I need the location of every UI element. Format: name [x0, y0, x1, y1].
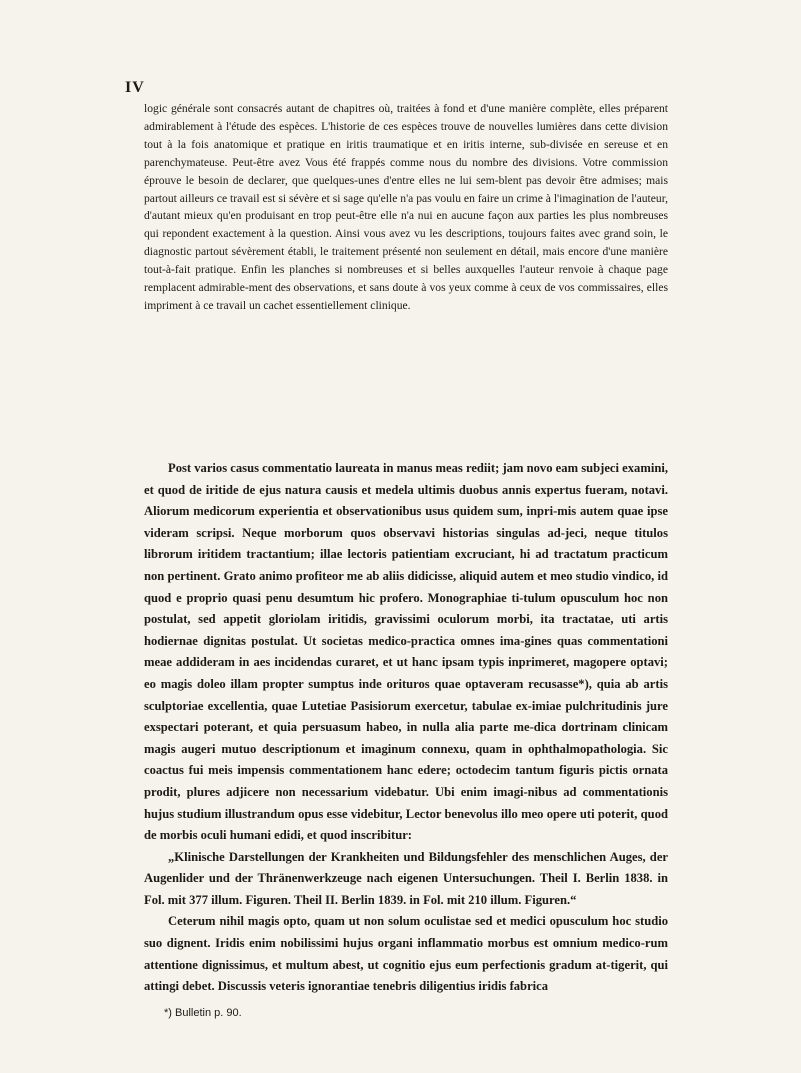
latin-paragraph-1: Post varios casus commentatio laureata in manus meas rediit; jam novo eam subjeci examini, et quod de iritide de ejus natura causis et medela ultimis duobus annis expertus fueram, notavi. Aliorum medicorum experientia et observationibus usus quidem sum, inpri-mis autem quae ipse videram scripsi. Neque morborum quos observavi historias singulas ad-jeci, neque titulos librorum iritidem tractantium; illae lectoris patientiam excruciant, hi ad tractatum practicum non pertinent. Grato animo profiteor me ab aliis didicisse, aliquid autem et meo studio vindico, id quod e proprio quasi penu desumtum hic profero. Monographiae ti-tulum opusculum hoc non postulat, sed appetit gloriolam iritidis, gravissimi oculorum morbi, ita tractatae, uti artis hodiernae dignitas postulat. Ut societas medico-practica omnes ima-gines quas commentationi meae addideram in aes incidendas curaret, et ut hanc ipsam typis inprimeret, magopere optavi; eo magis doleo illam propter sumptus inde orituros quae optaveram recusasse*), quia ab artis sculptoriae excellentia, quae Lutetiae Pasisiorum exercetur, tabulae ex-imiae pulchritudinis jure exspectari poterant, et quia persuasum habeo, in nulla alia parte me-dica dortrinam clinicam magis augeri mutuo descriptionum et imaginum connexu, quam in ophthalmopathologia. Sic coactus fui meis impensis commentationem hanc edere; octodecim tantum figuris pictis ornata prodit, plures adjicere non necessarium videbatur. Ubi enim imagi-nibus ad commentationis hujus studium illustrandum opus esse videbitur, Lector benevolus illo meo opere uti poterit, quod de morbis oculi humani edidi, et quod inscribitur:: [144, 461, 668, 843]
latin-paragraph-2: Ceterum nihil magis opto, quam ut non solum oculistae sed et medici opusculum hoc studio suo dignent. Iridis enim nobilissimi hujus organi inflammatio morbus est omnium medico-rum attentione dignissimus, et multum abest, ut cognitio ejus eum perfectionis gradum at-tigerit, qui attingi debet. Discussis veteris ignorantiae tenebris diligentius iridis fabrica: [144, 914, 668, 994]
french-paragraph: logic générale sont consacrés autant de chapitres où, traitées à fond et d'une manière complète, elles préparent admirablement à l'étude des espèces. L'historie de ces espèces trouve de nouvelles lumières dans cette division tout à la fois anatomique et pratique en iritis traumatique et en iritis interne, sub-divisée en sereuse et en parenchymateuse. Peut-être avez Vous été frappés comme nous du nombre des divisions. Votre commission éprouve le besoin de declarer, que quelques-unes d'entre elles ne lui sem-blent pas devoir être admises; mais partout ailleurs ce travail est si sévère et si sage qu'elle n'a pas voulu en faire un crime à l'imagination de l'auteur, d'autant mieux qu'en produisant en trop peut-être elle n'a nui en aucune façon aux parties les plus nombreuses qui repondent exactement à la question. Ainsi vous avez vu les descriptions, toujours faites avec grand soin, le diagnostic partout sévèrement établi, le traitement présenté non seulement en détail, mais encore d'une manière tout-à-fait pratique. Enfin les planches si nombreuses et si belles auxquelles l'auteur renvoie à chaque page remplacent admirable-ment des observations, et sans doute à vos yeux comme à ceux de vos commissaires, elles impriment à ce travail un cachet essentiellement clinique.: [144, 102, 668, 312]
latin-body: [144, 458, 668, 998]
footnote: *) Bulletin p. 90.: [164, 1007, 242, 1019]
page-number: IV: [125, 79, 145, 96]
book-title-quote: „Klinische Darstellungen der Krankheiten und Bildungsfehler des menschlichen Auges, der Augenlider und der Thränenwerkzeuge nach eigenen Untersuchungen. Theil I. Berlin 1838. in Fol. mit 377 illum. Figuren. Theil II. Berlin 1839. in Fol. mit 210 illum. Figuren.“: [144, 849, 668, 907]
